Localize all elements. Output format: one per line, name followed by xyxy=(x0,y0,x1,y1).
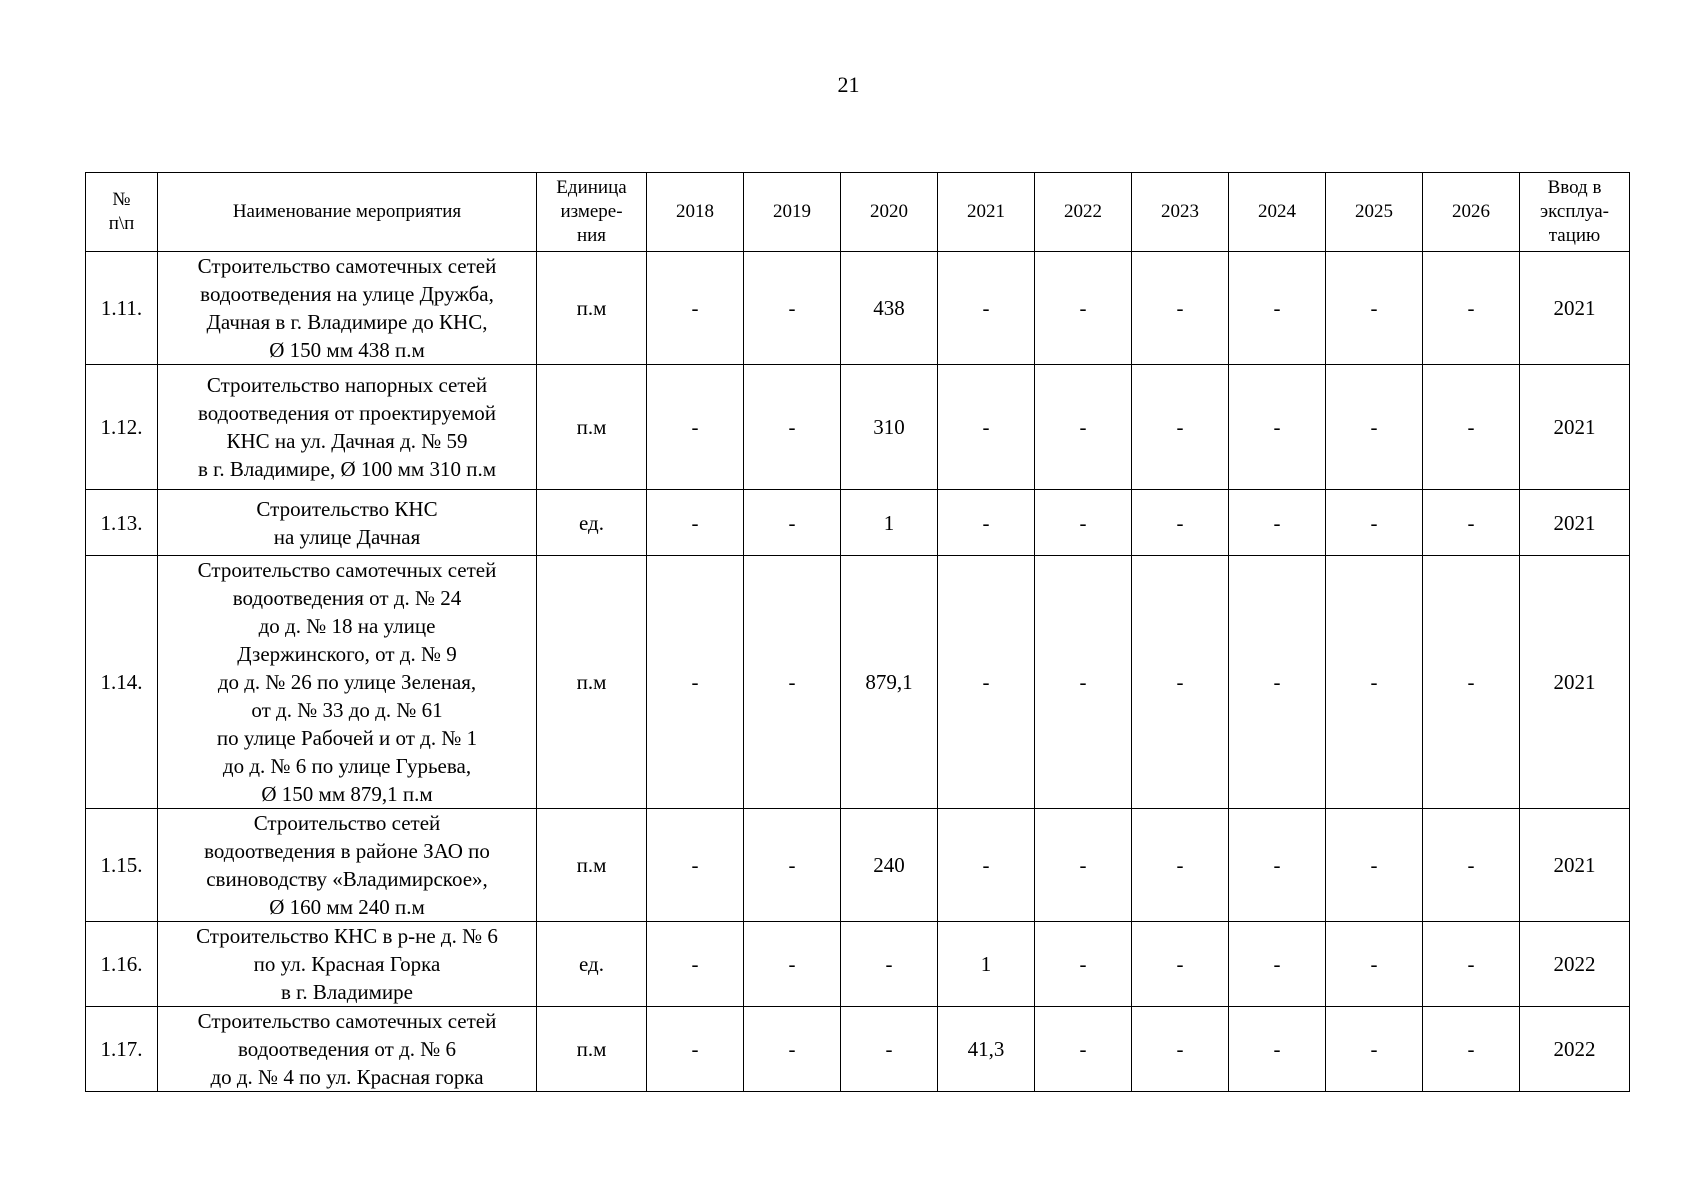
commissioning-cell: 2022 xyxy=(1520,1007,1630,1092)
year-value-cell: - xyxy=(1326,252,1423,365)
year-value-cell: - xyxy=(938,556,1035,809)
year-value-cell: - xyxy=(647,809,744,922)
year-value-cell: - xyxy=(1229,365,1326,490)
activity-name-line: Строительство самотечных сетей xyxy=(197,1009,497,1033)
year-value-cell: - xyxy=(744,556,841,809)
activity-name xyxy=(158,922,537,1007)
table-row xyxy=(86,365,1630,490)
year-value-cell: - xyxy=(1229,922,1326,1007)
activity-name-line: водоотведения от проектируемой xyxy=(197,401,497,425)
year-value-cell: - xyxy=(1423,922,1520,1007)
year-value-cell: - xyxy=(1132,252,1229,365)
unit-cell: п.м xyxy=(537,252,647,365)
year-value-cell: - xyxy=(1132,490,1229,556)
header-year-2019: 2019 xyxy=(744,173,841,252)
activity-name-line: в г. Владимире, Ø 100 мм 310 п.м xyxy=(197,457,496,481)
year-value-cell: - xyxy=(1326,1007,1423,1092)
header-year-2020: 2020 xyxy=(841,173,938,252)
activity-name-line: по ул. Красная Горка xyxy=(253,952,441,976)
year-value-cell: 310 xyxy=(841,365,938,490)
activity-name xyxy=(158,490,537,556)
year-value-cell: - xyxy=(1423,490,1520,556)
year-value-cell: - xyxy=(938,490,1035,556)
commissioning-cell: 2021 xyxy=(1520,365,1630,490)
year-value-cell: - xyxy=(1423,252,1520,365)
year-value-cell: - xyxy=(1035,1007,1132,1092)
table-row xyxy=(86,1007,1630,1092)
activity-name-line: до д. № 26 по улице Зеленая, xyxy=(217,670,477,694)
year-value-cell: - xyxy=(1229,809,1326,922)
row-number: 1.11. xyxy=(86,252,158,365)
unit-cell: ед. xyxy=(537,922,647,1007)
header-year-2025: 2025 xyxy=(1326,173,1423,252)
unit-cell: п.м xyxy=(537,809,647,922)
activity-name-line: Строительство сетей xyxy=(253,811,441,835)
activity-name-line: до д. № 4 по ул. Красная горка xyxy=(210,1065,484,1089)
activity-name-line: на улице Дачная xyxy=(273,524,421,549)
header-year-2022: 2022 xyxy=(1035,173,1132,252)
unit-cell: ед. xyxy=(537,490,647,556)
year-value-cell: 240 xyxy=(841,809,938,922)
year-value-cell: - xyxy=(938,252,1035,365)
year-value-cell: - xyxy=(744,809,841,922)
year-value-cell: - xyxy=(1229,1007,1326,1092)
year-value-cell: - xyxy=(1326,922,1423,1007)
year-value-cell: - xyxy=(647,490,744,556)
year-value-cell: - xyxy=(1132,556,1229,809)
row-number: 1.13. xyxy=(86,490,158,556)
activity-name-line: водоотведения на улице Дружба, xyxy=(200,282,494,306)
year-value-cell: 1 xyxy=(841,490,938,556)
row-number: 1.14. xyxy=(86,556,158,809)
commissioning-cell: 2021 xyxy=(1520,252,1630,365)
activity-name-line: КНС на ул. Дачная д. № 59 xyxy=(226,429,468,453)
year-value-cell: - xyxy=(1229,252,1326,365)
activity-name-line: водоотведения в районе ЗАО по xyxy=(204,839,490,863)
table-body xyxy=(86,252,1630,1092)
activity-name-line: от д. № 33 до д. № 61 xyxy=(251,698,443,722)
row-number: 1.12. xyxy=(86,365,158,490)
year-value-cell: - xyxy=(1132,365,1229,490)
unit-cell: п.м xyxy=(537,556,647,809)
activity-name xyxy=(158,809,537,922)
year-value-cell: - xyxy=(1229,556,1326,809)
year-value-cell: - xyxy=(744,922,841,1007)
year-value-cell: - xyxy=(1035,365,1132,490)
year-value-cell: - xyxy=(1423,556,1520,809)
year-value-cell: - xyxy=(744,365,841,490)
row-number: 1.17. xyxy=(86,1007,158,1092)
commissioning-cell: 2021 xyxy=(1520,490,1630,556)
year-value-cell: - xyxy=(1132,809,1229,922)
year-value-cell: - xyxy=(1326,556,1423,809)
table-row xyxy=(86,252,1630,365)
activity-name-line: Строительство напорных сетей xyxy=(206,373,488,397)
activity-name xyxy=(158,556,537,809)
commissioning-cell: 2021 xyxy=(1520,809,1630,922)
activity-name-line: до д. № 6 по улице Гурьева, xyxy=(222,754,472,778)
year-value-cell: - xyxy=(1423,809,1520,922)
year-value-cell: - xyxy=(938,809,1035,922)
activity-name-line: Строительство самотечных сетей xyxy=(197,558,497,582)
activity-name-line: в г. Владимире xyxy=(281,980,413,1004)
year-value-cell: 1 xyxy=(938,922,1035,1007)
header-commissioning: Ввод в эксплуа- тацию xyxy=(1520,173,1630,252)
activities-table xyxy=(85,172,1630,1092)
year-value-cell: - xyxy=(938,365,1035,490)
year-value-cell: - xyxy=(1326,490,1423,556)
year-value-cell: - xyxy=(647,365,744,490)
year-value-cell: - xyxy=(1035,490,1132,556)
year-value-cell: 41,3 xyxy=(938,1007,1035,1092)
activity-name-line: Дачная в г. Владимире до КНС, xyxy=(206,310,488,334)
row-number: 1.15. xyxy=(86,809,158,922)
year-value-cell: - xyxy=(1423,365,1520,490)
activity-name-line: Ø 160 мм 240 п.м xyxy=(269,895,425,919)
year-value-cell: - xyxy=(1132,922,1229,1007)
header-unit: Единица измере- ния xyxy=(537,173,647,252)
year-value-cell: - xyxy=(841,1007,938,1092)
header-name: Наименование мероприятия xyxy=(158,173,537,252)
activity-name-line: Ø 150 мм 438 п.м xyxy=(269,338,425,362)
row-number: 1.16. xyxy=(86,922,158,1007)
year-value-cell: 438 xyxy=(841,252,938,365)
activity-name-line: Дзержинского, от д. № 9 xyxy=(237,642,457,666)
table-row xyxy=(86,809,1630,922)
header-year-2024: 2024 xyxy=(1229,173,1326,252)
table-header-row xyxy=(86,173,1630,252)
activity-name-line: водоотведения от д. № 24 xyxy=(232,586,462,610)
activity-name-line: свиноводству «Владимирское», xyxy=(206,867,488,891)
year-value-cell: - xyxy=(1423,1007,1520,1092)
year-value-cell: - xyxy=(647,1007,744,1092)
year-value-cell: - xyxy=(1326,809,1423,922)
table-row xyxy=(86,556,1630,809)
year-value-cell: - xyxy=(1035,556,1132,809)
year-value-cell: - xyxy=(1035,252,1132,365)
table-row xyxy=(86,490,1630,556)
activity-name-line: водоотведения от д. № 6 xyxy=(237,1037,457,1061)
activity-name-line: по улице Рабочей и от д. № 1 xyxy=(216,726,478,750)
activity-name-line: Строительство самотечных сетей xyxy=(197,254,497,278)
activity-name xyxy=(158,252,537,365)
commissioning-cell: 2021 xyxy=(1520,556,1630,809)
activity-name xyxy=(158,365,537,490)
activity-name-line: Строительство КНС в р-не д. № 6 xyxy=(196,924,498,948)
header-year-2021: 2021 xyxy=(938,173,1035,252)
year-value-cell: - xyxy=(1326,365,1423,490)
activity-name xyxy=(158,1007,537,1092)
header-year-2023: 2023 xyxy=(1132,173,1229,252)
header-year-2018: 2018 xyxy=(647,173,744,252)
year-value-cell: - xyxy=(1035,809,1132,922)
header-year-2026: 2026 xyxy=(1423,173,1520,252)
year-value-cell: - xyxy=(744,252,841,365)
year-value-cell: - xyxy=(1035,922,1132,1007)
year-value-cell: - xyxy=(647,922,744,1007)
year-value-cell: - xyxy=(744,1007,841,1092)
unit-cell: п.м xyxy=(537,365,647,490)
header-number: № п\п xyxy=(86,173,158,252)
year-value-cell: - xyxy=(1132,1007,1229,1092)
activity-name-line: Ø 150 мм 879,1 п.м xyxy=(261,782,433,806)
commissioning-cell: 2022 xyxy=(1520,922,1630,1007)
activity-name-line: Строительство КНС xyxy=(256,496,438,521)
year-value-cell: - xyxy=(647,556,744,809)
table-row xyxy=(86,922,1630,1007)
year-value-cell: - xyxy=(744,490,841,556)
unit-cell: п.м xyxy=(537,1007,647,1092)
page-number: 21 xyxy=(837,72,860,97)
year-value-cell: - xyxy=(647,252,744,365)
year-value-cell: - xyxy=(1229,490,1326,556)
year-value-cell: 879,1 xyxy=(841,556,938,809)
activity-name-line: до д. № 18 на улице xyxy=(258,614,436,638)
year-value-cell: - xyxy=(841,922,938,1007)
